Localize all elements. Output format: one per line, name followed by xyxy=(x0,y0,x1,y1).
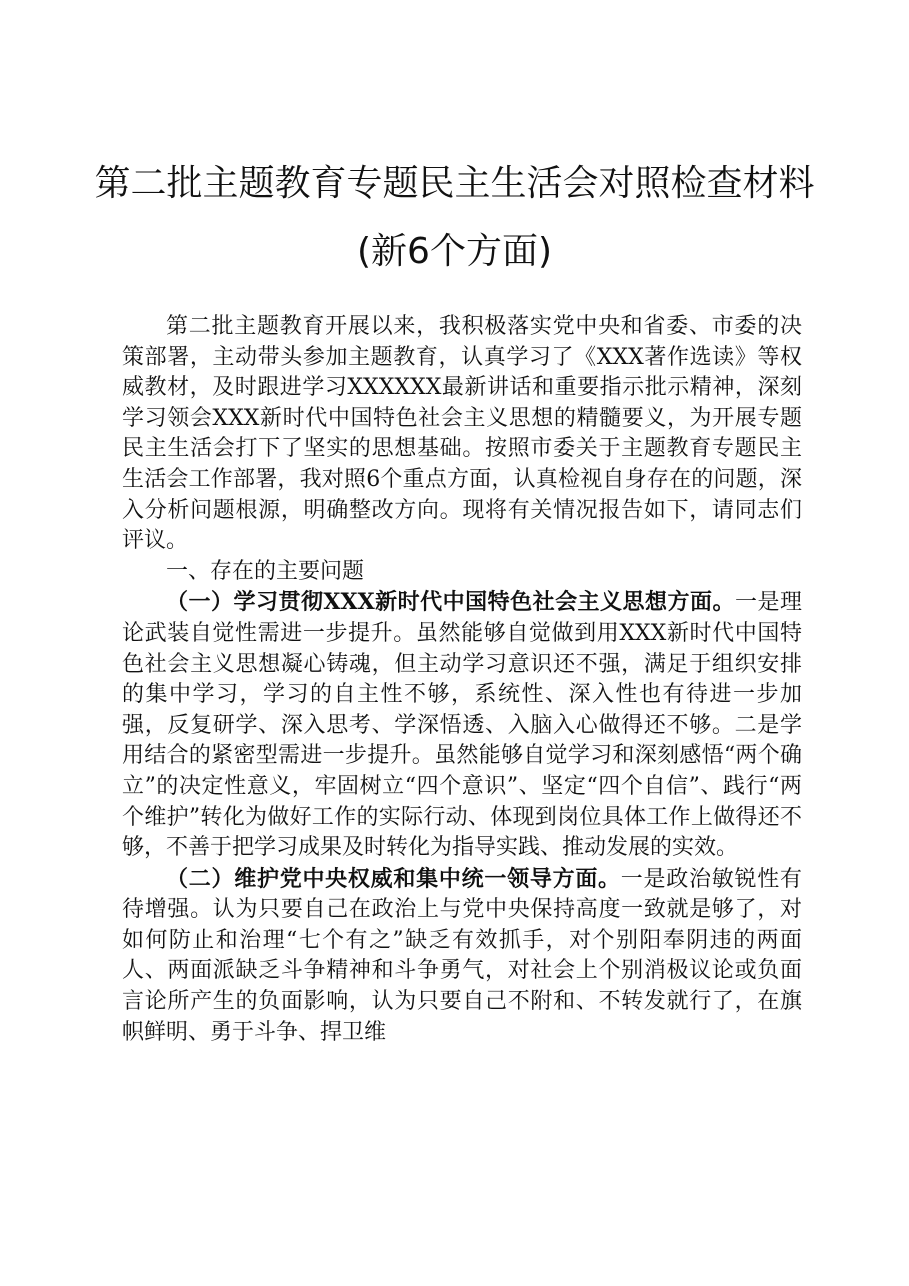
subsection-heading-2: （二）维护党中央权威和集中统一领导方面。 xyxy=(166,865,621,892)
subsection-body-1: 一是理论武装自觉性需进一步提升。虽然能够自觉做到用XXX新时代中国特色社会主义思想凝心铸魂，但主动学习意识还不强，满足于组织安排的集中学习，学习的自主性不够，系统性、深入性也有待进一步加强，反复研学、深入思考、学深悟透、入脑入心做得还不够。二是学用结合的紧密型需进一步提升。虽然能够自觉学习和深刻感悟“两个确立”的决定性意义，牢固树立“四个意识”、坚定“四个自信”、践行“两个维护”转化为做好工作的实际行动、体现到岗位具体工作上做得还不够，不善于把学习成果及时转化为指导实践、推动发展的实效。 xyxy=(122,590,802,861)
intro-paragraph: 第二批主题教育开展以来，我积极落实党中央和省委、市委的决策部署，主动带头参加主题教育，认真学习了《XXX著作选读》等权威教材，及时跟进学习XXXXXX最新讲话和重要指示批示精神，深刻学习领会XXX新时代中国特色社会主义思想的精髓要义，为开展专题民主生活会打下了坚实的思想基础。按照市委关于主题教育专题民主生活会工作部署，我对照6个重点方面，认真检视自身存在的问题，深入分析问题根源，明确整改方向。现将有关情况报告如下，请同志们评议。 xyxy=(122,314,802,554)
section-heading: 一、存在的主要问题 xyxy=(166,558,365,584)
document-title: 第二批主题教育专题民主生活会对照检查材料 xyxy=(94,163,815,204)
subsection-body-2: 一是政治敏锐性有待增强。认为只要自己在政治上与党中央保持高度一致就是够了，对如何防止和治理“七个有之”缺乏有效抓手，对个别阳奉阴违的两面人、两面派缺乏斗争精神和斗争勇气，对社会上个别消极议论或负面言论所产生的负面影响，认为只要自己不附和、不转发就行了，在旗帜鲜明、勇于斗争、捍卫维 xyxy=(122,866,802,1045)
subsection-paragraph-1 xyxy=(122,587,802,863)
subsection-heading-1: （一）学习贯彻XXX新时代中国特色社会主义思想方面。 xyxy=(166,589,735,616)
subsection-paragraph-2 xyxy=(122,864,802,1049)
document-body xyxy=(122,312,802,1048)
document-subtitle: (新6个方面) xyxy=(357,231,552,272)
